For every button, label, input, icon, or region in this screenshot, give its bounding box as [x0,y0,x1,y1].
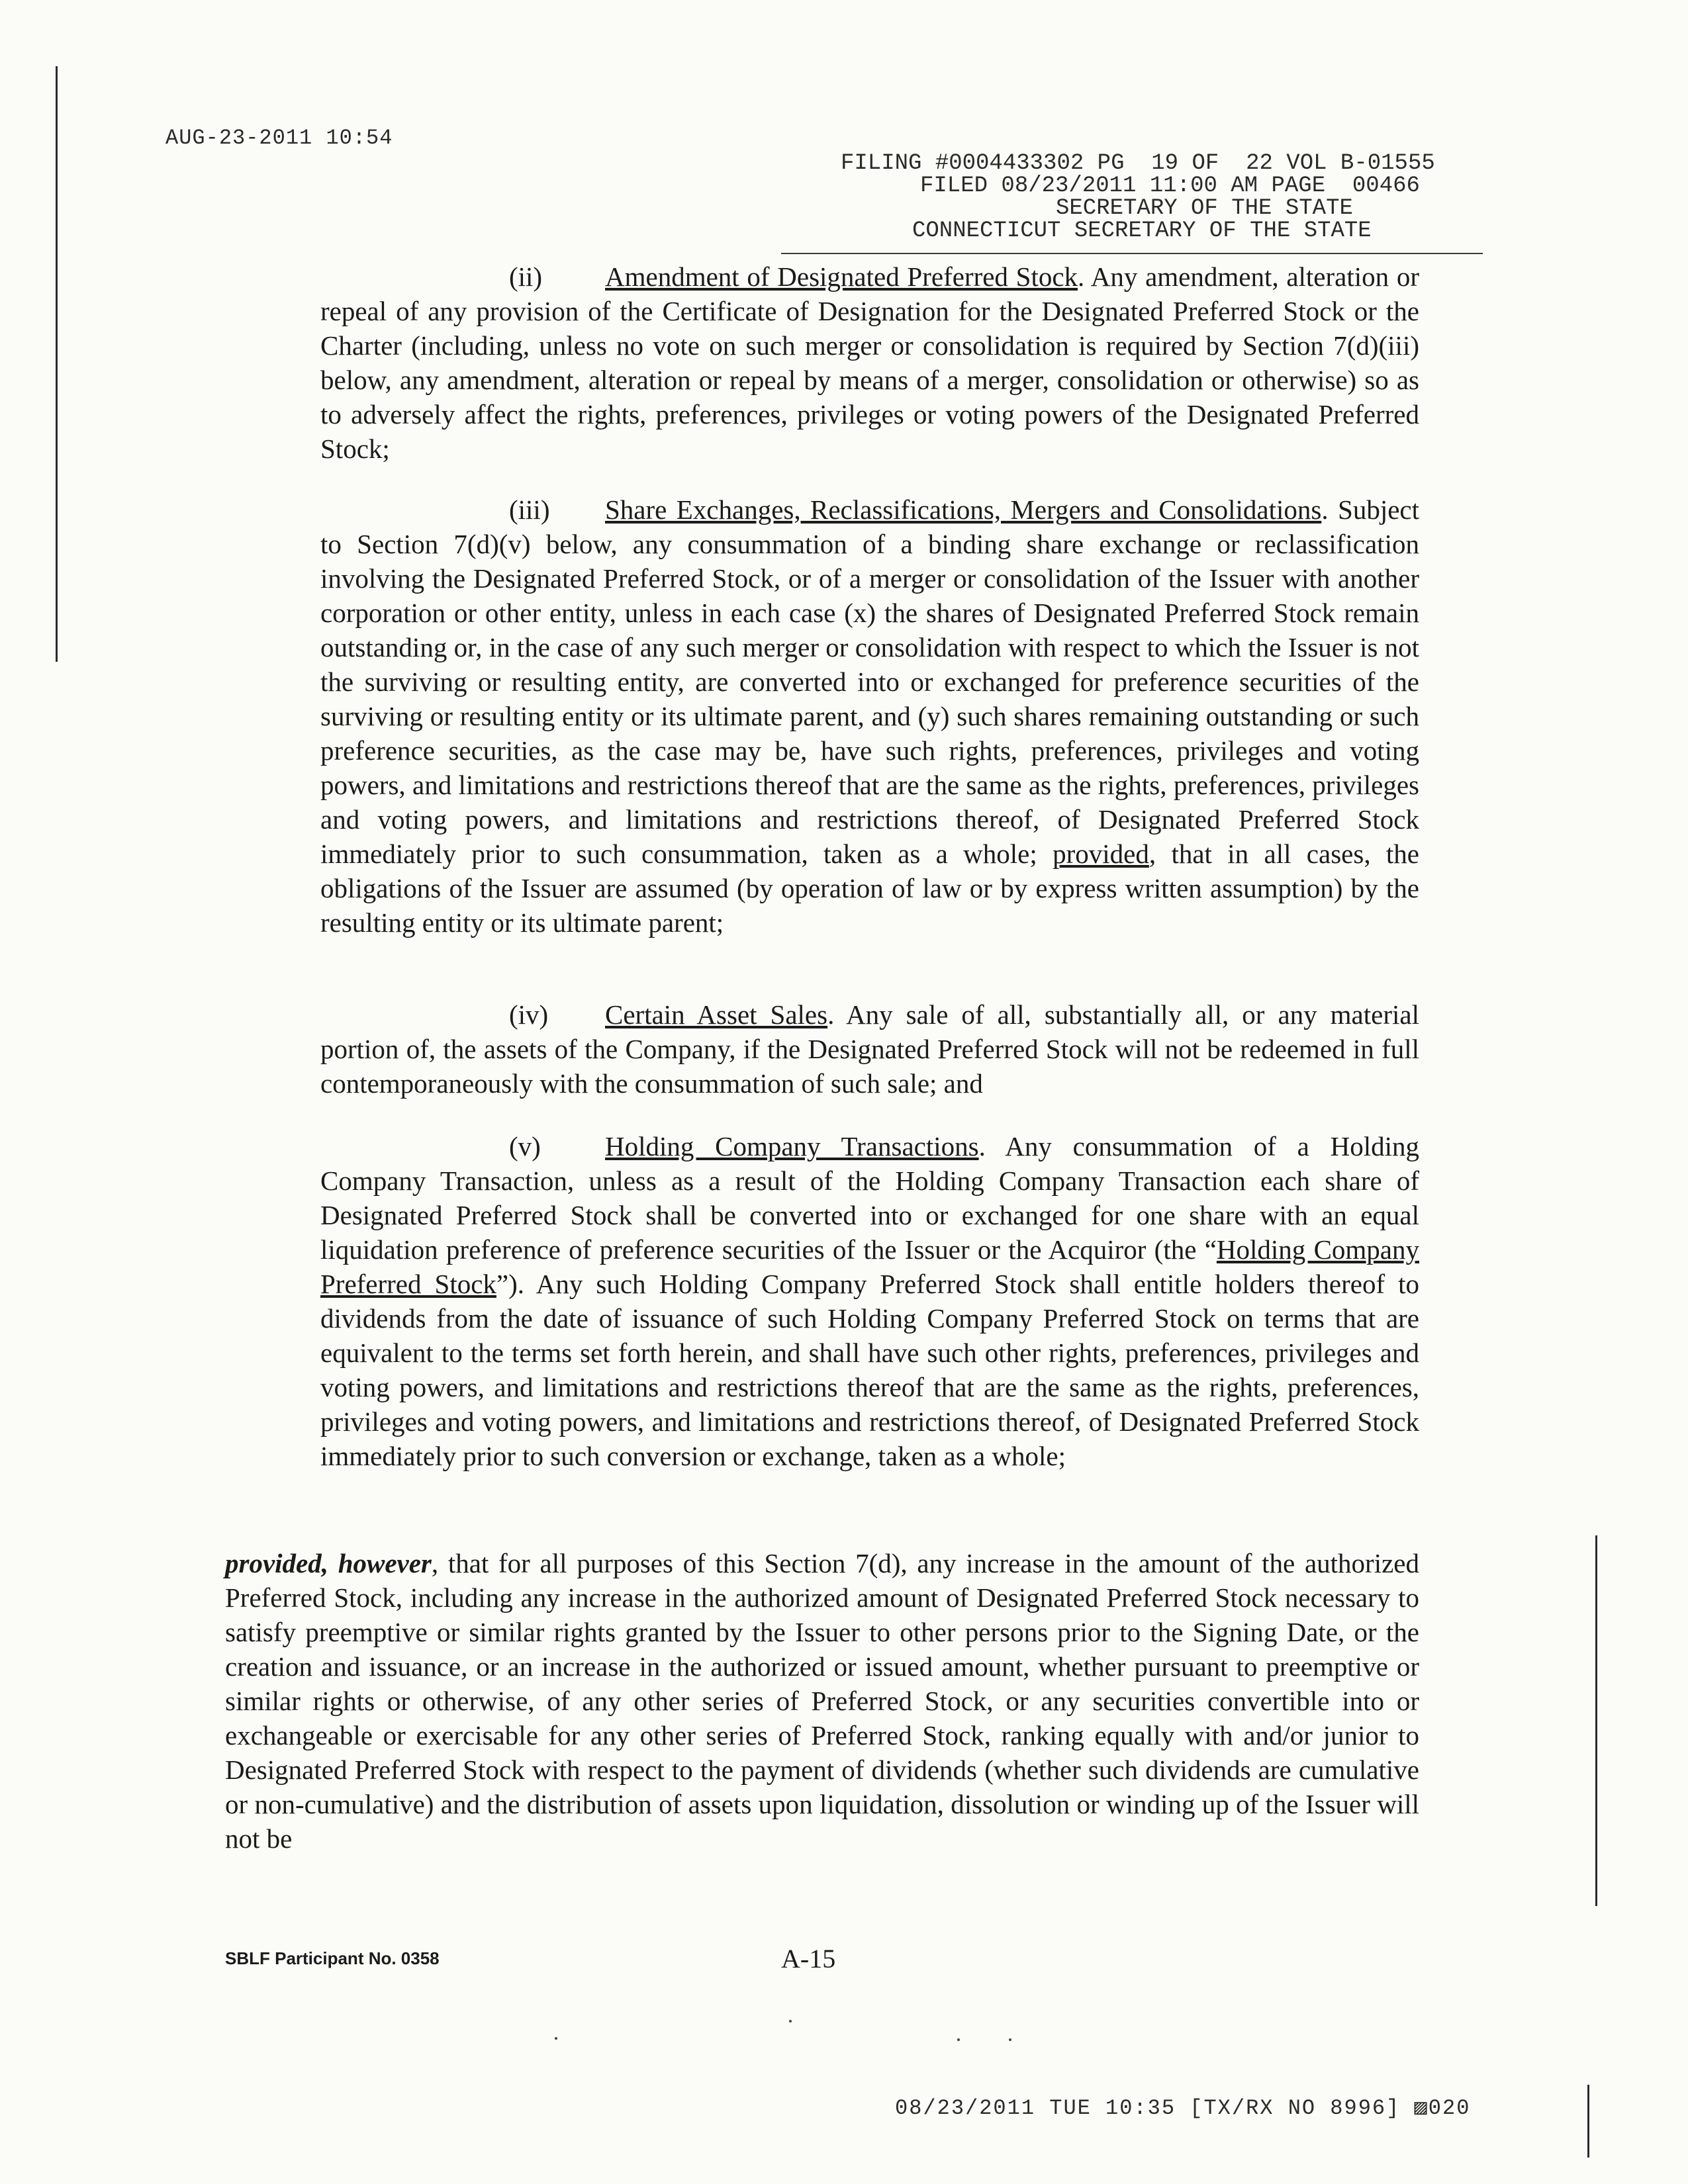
filing-stamp [794,152,1529,242]
scan-speck [1009,2038,1011,2041]
section-ii-heading: Amendment of Designated Preferred Stock [605,261,1078,292]
section-iii-paragraph [320,492,1419,940]
proviso-body: , that for all purposes of this Section 7(d), any increase in the amount of the authorized Preferred Stock, including any increase in the authorized amount of Designated Preferred Stock necessary to satisfy preemptive or similar rights granted by the Issuer to other persons prior to the Signing Date, or the creation and issuance, or an increase in the authorized or issued amount, whether pursuant to preemptive or similar rights or otherwise, of any other series of Preferred Stock, or any securities convertible into or exchangeable or exercisable for any other series of Preferred Stock, ranking equally with and/or junior to Designated Preferred Stock with respect to the payment of dividends (whether such dividends are cumulative or non-cumulative) and the distribution of assets upon liquidation, dissolution or winding up of the Issuer will not be [225,1548,1419,1854]
filing-stamp-line3: SECRETARY OF THE STATE [1056,196,1353,221]
section-iii-number: (iii) [509,494,550,525]
section-v-body-1: . Any consummation of a Holding Company Transaction, unless as a result of the Holding Company Transaction each share of Designated Preferred Stock shall be converted into or exchanged for one share with an equal liquidation preference of preference securities of the Issuer or the Acquiror (the “ [320,1131,1419,1265]
section-iv-heading: Certain Asset Sales [605,999,828,1030]
filing-stamp-rule [781,253,1483,254]
section-iii-tail: , that in all cases, the obligations of the Issuer are assumed (by operation of law or by express written assumption) by the resulting entity or its ultimate parent; [320,839,1419,938]
fax-header-timestamp: AUG-23-2011 10:54 [165,126,393,150]
filing-stamp-line1: FILING #0004433302 PG 19 OF 22 VOL B-01555 [841,151,1435,176]
scan-speck [957,2038,960,2041]
section-v-heading: Holding Company Transactions [605,1131,979,1161]
section-iii-heading: Share Exchanges, Reclassifications, Mergers and Consolidations [605,494,1322,525]
participant-number: SBLF Participant No. 0358 [225,1948,440,1968]
bottom-scan-line [1587,2085,1589,2158]
section-v-number: (v) [509,1131,541,1161]
defined-term-holding-company-preferred-stock: Holding Company Preferred Stock [320,1234,1420,1299]
section-iii-provided: provided [1053,839,1149,869]
section-ii-paragraph [320,259,1419,466]
fax-footer-transmission: 08/23/2011 TUE 10:35 [TX/RX NO 8996] ▨020 [895,2096,1471,2120]
section-iv-number: (iv) [509,999,549,1030]
filing-stamp-line2: FILED 08/23/2011 11:00 AM PAGE 00466 [920,173,1420,199]
section-iv-paragraph [320,997,1419,1101]
section-ii-body: . Any amendment, alteration or repeal of any provision of the Certificate of Designation for the Designated Preferred Stock or the Charter (including, unless no vote on such merger or consolidation is required by Section 7(d)(iii) below, any amendment, alteration or repeal by means of a merger, consolidation or otherwise) so as to adversely affect the rights, preferences, privileges or voting powers of the Designated Preferred Stock; [320,261,1419,464]
section-v-body-2: ”). Any such Holding Company Preferred Stock shall entitle holders thereof to dividends from the date of issuance of such Holding Company Preferred Stock on terms that are equivalent to the terms set forth herein, and shall have such other rights, preferences, privileges and voting powers, and limitations and restrictions thereof that are the same as the rights, preferences, privileges and voting powers, and limitations and restrictions thereof, of Designated Preferred Stock immediately prior to such conversion or exchange, taken as a whole; [320,1269,1419,1471]
right-margin-scan-line [1595,1535,1597,1906]
filing-stamp-line4: CONNECTICUT SECRETARY OF THE STATE [912,218,1372,244]
section-iii-body: . Subject to Section 7(d)(v) below, any consummation of a binding share exchange or reclassification involving the Designated Preferred Stock, or of a merger or consolidation of the Issuer with another corporation or other entity, unless in each case (x) the shares of Designated Preferred Stock remain outstanding or, in the case of any such merger or consolidation with respect to which the Issuer is not the surviving or resulting entity, are converted into or exchanged for preference securities of the surviving or resulting entity or its ultimate parent, and (y) such shares remaining outstanding or such preference securities, as the case may be, have such rights, preferences, privileges and voting powers, and limitations and restrictions thereof that are the same as the rights, preferences, privileges and voting powers, and limitations and restrictions thereof, of Designated Preferred Stock immediately prior to such consummation, taken as a whole; [320,494,1419,869]
scan-speck [789,2020,792,2023]
section-ii-number: (ii) [509,261,543,292]
section-v-paragraph [320,1129,1419,1473]
section-iv-body: . Any sale of all, substantially all, or any material portion of, the assets of the Company, if the Designated Preferred Stock will not be redeemed in full contemporaneously with the consummation of such sale; and [320,999,1419,1099]
proviso-lead: provided, however [225,1548,432,1578]
left-margin-scan-line [56,66,58,662]
page-number: A-15 [781,1944,836,1974]
scan-speck [555,2037,557,2040]
proviso-paragraph [225,1546,1419,1856]
